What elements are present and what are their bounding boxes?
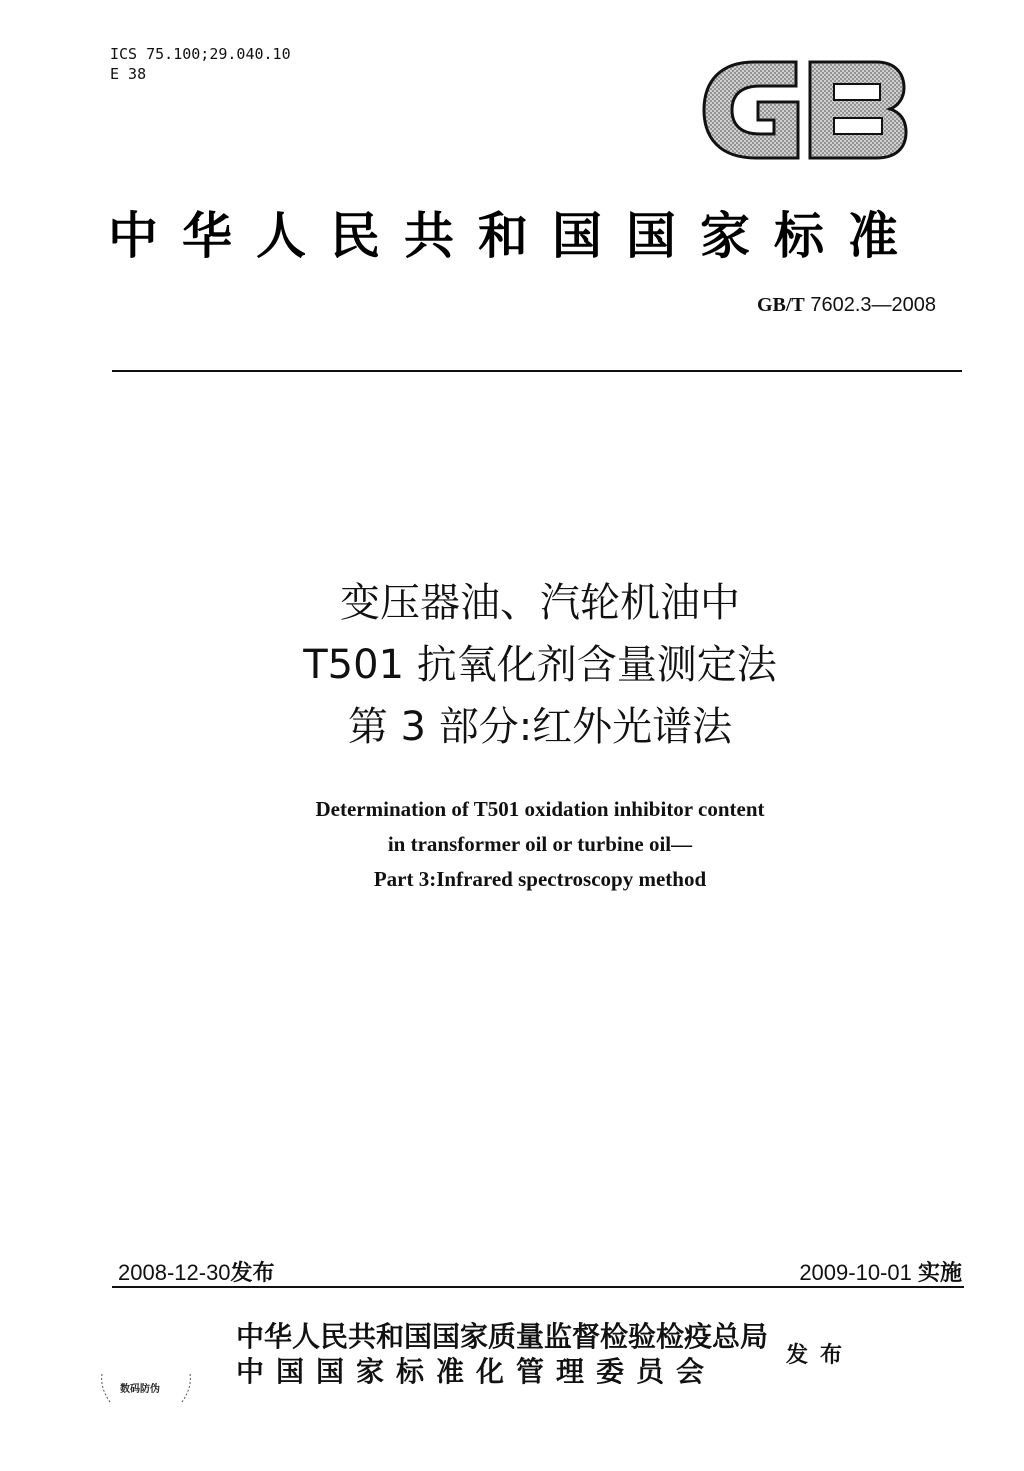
stamp-text: 数码防伪	[120, 1384, 160, 1395]
issuing-authorities	[236, 1320, 768, 1390]
bottom-divider	[112, 1286, 964, 1288]
ics-code: ICS 75.100;29.040.10	[110, 45, 291, 63]
logo-letter-b	[810, 62, 906, 158]
issue-action: 发布	[786, 1343, 855, 1368]
english-title-line-3: Part 3:Infrared spectroscopy method	[373, 867, 707, 891]
chinese-title-line-2: T501 抗氧化剂含量测定法	[303, 642, 777, 688]
effective-date-label: 实施	[917, 1261, 962, 1286]
english-title-line-2: in transformer oil or turbine oil—	[387, 832, 693, 856]
issue-date-value: 2008-12-30	[118, 1260, 231, 1285]
standard-code: 7602.3—2008	[810, 294, 936, 316]
standard-prefix: GB/T	[756, 294, 805, 316]
anti-counterfeit-stamp	[98, 1368, 194, 1408]
gb-logo	[700, 58, 908, 162]
issuer-line-1: 中华人民共和国国家质量监督检验检疫总局	[236, 1320, 769, 1353]
english-title-line-1: Determination of T501 oxidation inhibitor content	[315, 797, 765, 821]
logo-letter-g	[704, 62, 798, 158]
top-divider	[112, 370, 962, 372]
chinese-title-line-1: 变压器油、汽轮机油中	[340, 580, 740, 626]
effective-date-value: 2009-10-01	[799, 1260, 912, 1285]
effective-date	[799, 1256, 962, 1287]
issue-date-label: 发布	[230, 1261, 275, 1286]
national-standard-heading: 中华人民共和国国家标准	[108, 206, 922, 265]
english-title	[0, 792, 1024, 897]
issuer-line-2: 中国国家标准化管理委员会	[236, 1355, 717, 1388]
ccs-code: E 38	[110, 65, 147, 83]
issue-date	[118, 1256, 275, 1287]
standard-number	[757, 294, 936, 317]
chinese-title-line-3: 第 3 部分:红外光谱法	[347, 704, 733, 750]
chinese-title	[0, 572, 1024, 758]
classification-codes	[110, 44, 291, 84]
